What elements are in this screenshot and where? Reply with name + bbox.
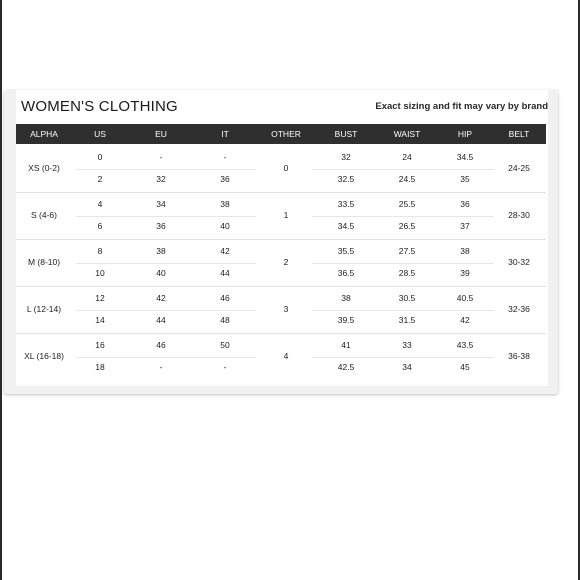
- hip-cell: 45: [460, 362, 470, 372]
- header-alpha: ALPHA: [30, 129, 58, 139]
- eu-cell: 44: [156, 315, 166, 325]
- hip-cell: 42: [460, 315, 470, 325]
- us-cell: 0: [97, 152, 103, 162]
- hip-cell: 40.5: [456, 293, 474, 303]
- it-cell: 42: [220, 246, 230, 256]
- row-split-line: [312, 357, 494, 358]
- bust-cell: 38: [341, 293, 351, 303]
- hip-cell: 39: [460, 268, 470, 278]
- hip-cell: 43.5: [456, 340, 474, 350]
- eu-cell: 32: [156, 174, 166, 184]
- it-cell: 44: [220, 268, 230, 278]
- us-cell: 8: [97, 246, 103, 256]
- alpha-cell: M (8-10): [27, 257, 61, 267]
- it-cell: 50: [220, 340, 230, 350]
- row-split-line: [312, 169, 494, 170]
- eu-cell: 36: [156, 221, 166, 231]
- belt-cell: 32-36: [508, 304, 530, 314]
- size-chart-card: [4, 90, 558, 394]
- row-split-line: [76, 263, 256, 264]
- header-bust: BUST: [334, 129, 358, 139]
- eu-cell: -: [159, 152, 163, 162]
- hip-cell: 36: [460, 199, 470, 209]
- waist-cell: 30.5: [398, 293, 416, 303]
- waist-cell: 26.5: [398, 221, 416, 231]
- waist-cell: 27.5: [398, 246, 416, 256]
- it-cell: 38: [220, 199, 230, 209]
- other-cell: 0: [283, 163, 289, 173]
- us-cell: 6: [97, 221, 103, 231]
- eu-cell: 42: [156, 293, 166, 303]
- hip-cell: 38: [460, 246, 470, 256]
- belt-cell: 24-25: [508, 163, 530, 173]
- row-split-line: [76, 169, 256, 170]
- waist-cell: 31.5: [398, 315, 416, 325]
- header-it: IT: [221, 129, 229, 139]
- alpha-cell: XS (0-2): [28, 163, 60, 173]
- bust-cell: 36.5: [337, 268, 355, 278]
- eu-cell: -: [159, 362, 163, 372]
- it-cell: 40: [220, 221, 230, 231]
- header-eu: EU: [155, 129, 167, 139]
- table-row: [16, 287, 546, 334]
- eu-cell: 46: [156, 340, 166, 350]
- hip-cell: 34.5: [456, 152, 474, 162]
- us-cell: 4: [97, 199, 103, 209]
- it-cell: -: [223, 362, 227, 372]
- table-row: [16, 146, 546, 193]
- waist-cell: 28.5: [398, 268, 416, 278]
- hip-cell: 37: [460, 221, 470, 231]
- us-cell: 14: [95, 315, 105, 325]
- belt-cell: 28-30: [508, 210, 530, 220]
- chart-title: WOMEN'S CLOTHING: [21, 98, 178, 115]
- hip-cell: 35: [460, 174, 470, 184]
- row-split-line: [76, 310, 256, 311]
- other-cell: 3: [283, 304, 289, 314]
- left-dark-edge: [0, 0, 2, 580]
- other-cell: 1: [283, 210, 289, 220]
- other-cell: 4: [283, 351, 289, 361]
- bust-cell: 39.5: [337, 315, 355, 325]
- sizing-note: Exact sizing and fit may vary by brand: [375, 101, 548, 112]
- it-cell: 36: [220, 174, 230, 184]
- table-header: [16, 124, 546, 144]
- bust-cell: 35.5: [337, 246, 355, 256]
- row-split-line: [76, 216, 256, 217]
- bust-cell: 32: [341, 152, 351, 162]
- header-hip: HIP: [457, 129, 473, 139]
- it-cell: 48: [220, 315, 230, 325]
- table-row: [16, 193, 546, 240]
- table-row: [16, 334, 546, 381]
- belt-cell: 36-38: [508, 351, 530, 361]
- bust-cell: 41: [341, 340, 351, 350]
- bust-cell: 33.5: [337, 199, 355, 209]
- table-row: [16, 240, 546, 287]
- us-cell: 18: [95, 362, 105, 372]
- row-split-line: [312, 263, 494, 264]
- bust-cell: 34.5: [337, 221, 355, 231]
- header-belt: BELT: [508, 129, 530, 139]
- header-waist: WAIST: [393, 129, 421, 139]
- us-cell: 16: [95, 340, 105, 350]
- size-chart-panel: [16, 90, 548, 386]
- alpha-cell: S (4-6): [31, 210, 57, 220]
- waist-cell: 24: [402, 152, 412, 162]
- header-us: US: [94, 129, 106, 139]
- eu-cell: 40: [156, 268, 166, 278]
- us-cell: 10: [95, 268, 105, 278]
- waist-cell: 25.5: [398, 199, 416, 209]
- it-cell: -: [223, 152, 227, 162]
- waist-cell: 33: [402, 340, 412, 350]
- eu-cell: 34: [156, 199, 166, 209]
- waist-cell: 24.5: [398, 174, 416, 184]
- alpha-cell: L (12-14): [26, 304, 62, 314]
- us-cell: 2: [97, 174, 103, 184]
- header-other: OTHER: [271, 129, 301, 139]
- row-split-line: [312, 310, 494, 311]
- row-split-line: [312, 216, 494, 217]
- bust-cell: 32.5: [337, 174, 355, 184]
- it-cell: 46: [220, 293, 230, 303]
- bust-cell: 42.5: [337, 362, 355, 372]
- belt-cell: 30-32: [508, 257, 530, 267]
- eu-cell: 38: [156, 246, 166, 256]
- alpha-cell: XL (16-18): [24, 351, 64, 361]
- us-cell: 12: [95, 293, 105, 303]
- row-split-line: [76, 357, 256, 358]
- other-cell: 2: [283, 257, 289, 267]
- waist-cell: 34: [402, 362, 412, 372]
